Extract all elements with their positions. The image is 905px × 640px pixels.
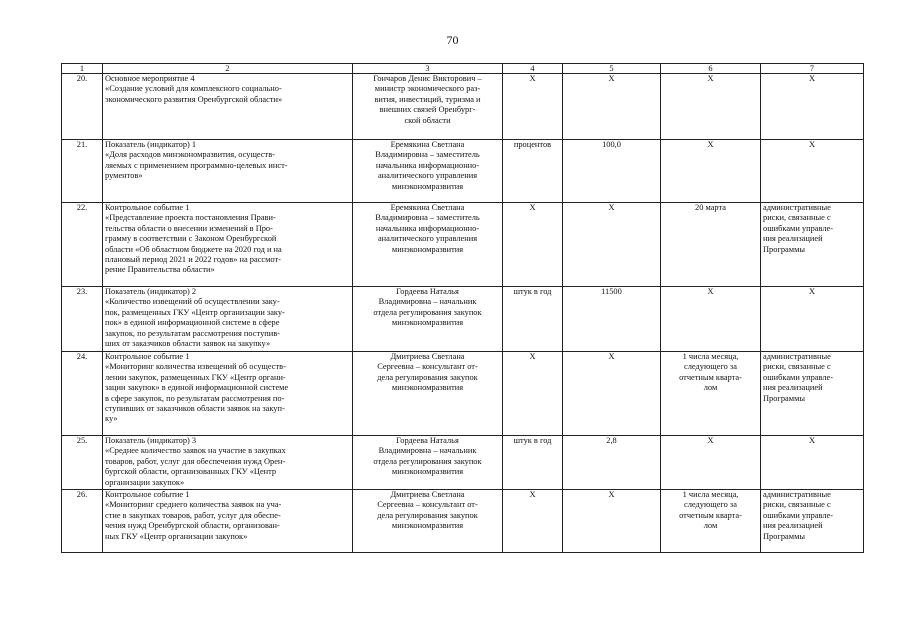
row-number: 23. xyxy=(62,287,103,352)
unit-cell: процентов xyxy=(503,140,563,203)
cell-line: X xyxy=(707,140,714,149)
cell-line: организации закупок» xyxy=(105,477,185,487)
unit-cell: X xyxy=(503,203,563,287)
cell-line: Гончаров Денис Викторович – xyxy=(373,74,482,83)
cell-line: ошибками управле- xyxy=(763,223,834,233)
cell-line: минэкономразвития xyxy=(391,244,464,254)
cell-line: Дмитриева Светлана xyxy=(390,352,465,361)
cell-line: лом xyxy=(703,521,718,531)
deadline-cell xyxy=(661,203,761,287)
cell-line: минэкономразвития xyxy=(391,318,464,328)
cell-line: ской области xyxy=(404,115,451,125)
cell-line: «Создание условий для комплексного социально- xyxy=(105,84,282,94)
cell-line: грамму в соответствии с Законом Оренбургской xyxy=(105,234,277,244)
table-row xyxy=(62,74,864,140)
column-number: 2 xyxy=(103,64,353,74)
unit-cell: штук в год xyxy=(503,287,563,352)
cell-line: административные xyxy=(763,203,831,212)
risk-cell xyxy=(761,74,864,140)
cell-line: Владимировна – заместитель xyxy=(375,150,480,160)
responsible-cell xyxy=(353,74,503,140)
cell-line: Программы xyxy=(763,244,805,254)
cell-line: чения нужд Оренбургской области, организован- xyxy=(105,521,280,531)
value-cell: X xyxy=(563,490,661,553)
plan-table xyxy=(61,63,864,553)
cell-line: 1 числа месяца, xyxy=(682,352,739,361)
risk-cell xyxy=(761,287,864,352)
value-cell: X xyxy=(563,203,661,287)
cell-line: административные xyxy=(763,490,831,499)
cell-line: Основное мероприятие 4 xyxy=(105,74,195,83)
page-number: 70 xyxy=(446,33,459,47)
cell-line: минэкономразвития xyxy=(391,521,464,531)
deadline-cell xyxy=(661,140,761,203)
table-row xyxy=(62,287,864,352)
cell-line: Контрольное событие 1 xyxy=(105,203,190,212)
cell-line: начальника информационно- xyxy=(375,223,480,233)
cell-line: дела регулирования закупок xyxy=(377,372,478,382)
value-cell: 100,0 xyxy=(563,140,661,203)
responsible-cell xyxy=(353,203,503,287)
cell-line: Дмитриева Светлана xyxy=(390,490,465,499)
cell-line: ошибками управле- xyxy=(763,510,834,520)
cell-line: Программы xyxy=(763,393,805,403)
cell-line: Контрольное событие 1 xyxy=(105,490,190,499)
cell-line: пок» в единой информационной системе в сфере xyxy=(105,318,280,328)
cell-line: Показатель (индикатор) 3 xyxy=(105,436,197,445)
cell-line: Контрольное событие 1 xyxy=(105,352,190,361)
row-number: 21. xyxy=(62,140,103,203)
cell-line: «Доля расходов минэкономразвития, осуществ- xyxy=(105,150,275,160)
cell-line: «Среднее количество заявок на участие в закупках xyxy=(105,446,286,456)
value-cell: X xyxy=(563,74,661,140)
cell-line: бургской области, организованных ГКУ «Центр xyxy=(105,467,277,477)
cell-line: ния реализацией xyxy=(763,383,823,393)
value-cell: 2,8 xyxy=(563,436,661,490)
cell-line: Показатель (индикатор) 2 xyxy=(105,287,197,296)
row-number: 26. xyxy=(62,490,103,553)
cell-line: области «Об областном бюджете на 2020 год и на xyxy=(105,244,282,254)
cell-line: ошибками управле- xyxy=(763,372,834,382)
cell-line: лом xyxy=(703,383,718,393)
deadline-cell xyxy=(661,74,761,140)
cell-line: Сергеевна – консультант от- xyxy=(377,500,478,510)
cell-line: ляемых с применением программно-целевых инст- xyxy=(105,160,288,170)
cell-line: минэкономразвития xyxy=(391,467,464,477)
event-name-cell xyxy=(103,352,353,436)
cell-line: ных ГКУ «Центр организации закупок» xyxy=(105,531,248,541)
cell-line: Владимировна – начальник xyxy=(378,446,477,456)
cell-line: риски, связанные с xyxy=(763,213,831,223)
cell-line: Еремякина Светлана xyxy=(390,203,465,212)
cell-line: Владимировна – начальник xyxy=(378,297,477,307)
value-cell: X xyxy=(563,352,661,436)
cell-line: риски, связанные с xyxy=(763,362,831,372)
column-number: 5 xyxy=(563,64,661,74)
cell-line: зации закупок» в единой информационной системе xyxy=(105,383,289,393)
event-name-cell xyxy=(103,436,353,490)
cell-line: внешних связей Оренбург- xyxy=(379,105,476,115)
cell-line: «Мониторинг количества извещений об осуществ- xyxy=(105,362,286,372)
cell-line: аналитического управления xyxy=(377,234,478,244)
cell-line: закупок, по результатам рассмотрения поступив- xyxy=(105,328,280,338)
event-name-cell xyxy=(103,287,353,352)
deadline-cell xyxy=(661,352,761,436)
table-row xyxy=(62,352,864,436)
table-row xyxy=(62,203,864,287)
table-row xyxy=(62,436,864,490)
cell-line: Владимировна – заместитель xyxy=(375,213,480,223)
unit-cell: X xyxy=(503,352,563,436)
event-name-cell xyxy=(103,203,353,287)
cell-line: плановый период 2021 и 2022 годов» на рассмот- xyxy=(105,255,281,265)
unit-cell: штук в год xyxy=(503,436,563,490)
cell-line: X xyxy=(808,74,816,83)
deadline-cell xyxy=(661,436,761,490)
cell-line: Гордеева Наталья xyxy=(396,436,459,445)
risk-cell xyxy=(761,436,864,490)
cell-line: риски, связанные с xyxy=(763,500,831,510)
responsible-cell xyxy=(353,436,503,490)
cell-line: следующего за xyxy=(684,362,737,372)
deadline-cell xyxy=(661,490,761,553)
cell-line: следующего за xyxy=(684,500,737,510)
risk-cell xyxy=(761,203,864,287)
cell-line: дела регулирования закупок xyxy=(377,510,478,520)
event-name-cell xyxy=(103,140,353,203)
cell-line: 1 числа месяца, xyxy=(682,490,739,499)
cell-line: рументов» xyxy=(105,171,143,181)
responsible-cell xyxy=(353,287,503,352)
cell-line: ния реализацией xyxy=(763,234,823,244)
row-number: 20. xyxy=(62,74,103,140)
risk-cell xyxy=(761,140,864,203)
value-cell: 11500 xyxy=(563,287,661,352)
cell-line: минэкономразвития xyxy=(391,383,464,393)
unit-cell: X xyxy=(503,490,563,553)
cell-line: в сфере закупок, по результатам рассмотрения по- xyxy=(105,393,285,403)
cell-line: административные xyxy=(763,352,831,361)
table-row xyxy=(62,490,864,553)
cell-line: пок, размещенных ГКУ «Центр организации заку- xyxy=(105,307,285,317)
cell-line: министр экономического раз- xyxy=(374,84,481,94)
column-number: 1 xyxy=(62,64,103,74)
cell-line: X xyxy=(808,140,816,149)
cell-line: лении закупок, размещенных ГКУ «Центр органи- xyxy=(105,372,286,382)
table-row xyxy=(62,140,864,203)
cell-line: ку» xyxy=(105,414,118,424)
cell-line: аналитического управления xyxy=(377,171,478,181)
event-name-cell xyxy=(103,74,353,140)
cell-line: Еремякина Светлана xyxy=(390,140,465,149)
responsible-cell xyxy=(353,352,503,436)
column-number-row xyxy=(62,64,864,74)
cell-line: минэкономразвития xyxy=(391,181,464,191)
cell-line: X xyxy=(808,436,816,445)
responsible-cell xyxy=(353,140,503,203)
cell-line: X xyxy=(707,74,714,83)
cell-line: X xyxy=(707,287,714,296)
column-number: 4 xyxy=(503,64,563,74)
cell-line: Сергеевна – консультант от- xyxy=(377,362,478,372)
cell-line: стие в закупках товаров, работ, услуг для обеспе- xyxy=(105,510,281,520)
responsible-cell xyxy=(353,490,503,553)
cell-line: Показатель (индикатор) 1 xyxy=(105,140,197,149)
risk-cell xyxy=(761,490,864,553)
cell-line: ших от заказчиков области заявок на закупку» xyxy=(105,339,271,349)
cell-line: отдела регулирования закупок xyxy=(373,456,482,466)
cell-line: 20 марта xyxy=(695,203,726,212)
column-number: 3 xyxy=(353,64,503,74)
cell-line: товаров, работ, услуг для обеспечения нужд Орен- xyxy=(105,456,286,466)
plan-table-body xyxy=(62,64,864,553)
cell-line: отдела регулирования закупок xyxy=(373,307,482,317)
column-number: 6 xyxy=(661,64,761,74)
row-number: 24. xyxy=(62,352,103,436)
cell-line: экономического развития Оренбургской области» xyxy=(105,94,283,104)
cell-line: ния реализацией xyxy=(763,521,823,531)
cell-line: Гордеева Наталья xyxy=(396,287,459,296)
cell-line: рение Правительства области» xyxy=(105,265,215,275)
cell-line: «Представление проекта постановления Прави- xyxy=(105,213,276,223)
cell-line: «Мониторинг среднего количества заявок на уча- xyxy=(105,500,282,510)
risk-cell xyxy=(761,352,864,436)
cell-line: X xyxy=(808,287,816,296)
cell-line: «Количество извещений об осуществлении заку- xyxy=(105,297,280,307)
cell-line: тельства области о внесении изменений в Про- xyxy=(105,223,273,233)
cell-line: Программы xyxy=(763,531,805,541)
cell-line: отчетным кварта- xyxy=(679,372,742,382)
cell-line: ступивших от заказчиков области заявок на закуп- xyxy=(105,404,285,414)
row-number: 22. xyxy=(62,203,103,287)
cell-line: начальника информационно- xyxy=(375,160,480,170)
cell-line: X xyxy=(707,436,714,445)
unit-cell: X xyxy=(503,74,563,140)
cell-line: вития, инвестиций, туризма и xyxy=(374,94,481,104)
column-number: 7 xyxy=(761,64,864,74)
cell-line: отчетным кварта- xyxy=(679,510,742,520)
row-number: 25. xyxy=(62,436,103,490)
event-name-cell xyxy=(103,490,353,553)
deadline-cell xyxy=(661,287,761,352)
